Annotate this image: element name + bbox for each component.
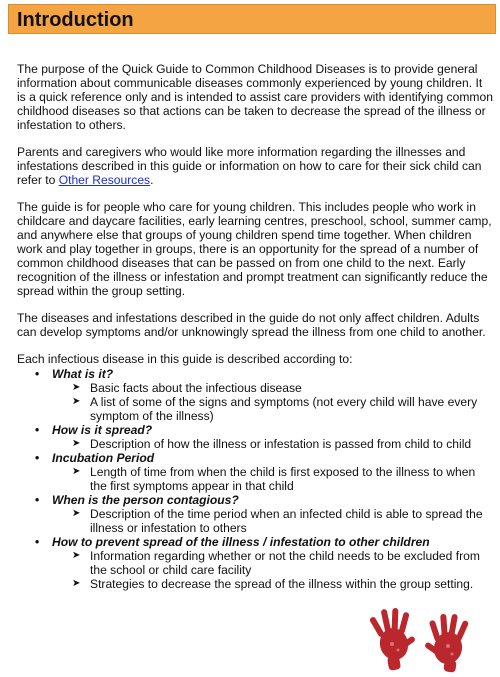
sub-item-text: Strategies to decrease the spread of the illness within the group setting.	[90, 577, 474, 591]
sub-list	[52, 437, 493, 451]
sub-item-text: Description of the time period when an infected child is able to spread the illness or infestation to others	[90, 507, 483, 535]
arrow-bullet-icon: ➤	[72, 578, 81, 589]
list-item	[17, 493, 493, 535]
paragraph-purpose: The purpose of the Quick Guide to Common Childhood Diseases is to provide general information about communicable diseases commonly experienced by young children. It is a quick reference only and is intended to assist care providers with identifying common childhood diseases so that actions can be taken to decrease the spread of the illness or infestation to others.	[17, 62, 493, 132]
sub-list-item	[52, 395, 493, 423]
arrow-bullet-icon: ➤	[72, 466, 81, 477]
bullet-icon: •	[35, 493, 40, 507]
sub-item-text: Information regarding whether or not the child needs to be excluded from the school or child care facility	[90, 549, 480, 577]
bullet-icon: •	[35, 423, 40, 437]
sub-item-text: Basic facts about the infectious disease	[90, 381, 302, 395]
item-heading: How is it spread?	[52, 423, 153, 437]
arrow-bullet-icon: ➤	[72, 508, 81, 519]
paragraph-parents	[17, 145, 493, 187]
other-resources-link[interactable]: Other Resources	[58, 173, 151, 187]
sub-item-text: Description of how the illness or infestation is passed from child to child	[90, 437, 472, 451]
paragraph-parents-text: Parents and caregivers who would like more information regarding the illnesses and infestations described in this guide or information on how to care for their sick child can refer to	[17, 145, 482, 187]
sub-list-item	[52, 437, 493, 451]
list-item	[17, 451, 493, 493]
list-item	[17, 423, 493, 451]
list-item	[17, 535, 493, 591]
sub-item-text: Length of time from when the child is first exposed to the illness to when the first symptoms appear in that child	[90, 465, 476, 493]
item-heading: When is the person contagious?	[52, 493, 239, 507]
arrow-bullet-icon: ➤	[72, 550, 81, 561]
list-intro: Each infectious disease in this guide is described according to:	[17, 352, 353, 366]
description-list	[17, 367, 493, 591]
paragraph-adults: The diseases and infestations described in the guide do not only affect children. Adults can develop symptoms and/or unknowingly spread the illness from one child to another.	[17, 311, 486, 339]
sub-list	[52, 507, 493, 535]
item-heading: Incubation Period	[52, 451, 155, 465]
item-heading: What is it?	[52, 367, 114, 381]
sub-list	[52, 549, 493, 591]
arrow-bullet-icon: ➤	[72, 438, 81, 449]
sub-list-item	[52, 507, 493, 535]
sub-list-item	[52, 381, 493, 395]
sub-list-item	[52, 549, 493, 577]
bullet-icon: •	[35, 451, 40, 465]
sub-list	[52, 465, 493, 493]
red-handprints-icon	[364, 604, 484, 674]
arrow-bullet-icon: ➤	[72, 382, 81, 393]
sub-item-text: A list of some of the signs and symptoms (not every child will have every symptom of the illness)	[90, 395, 478, 423]
header-banner	[8, 4, 496, 34]
sub-list-item	[52, 465, 493, 493]
page-title: Introduction	[17, 9, 134, 31]
sub-list	[52, 381, 493, 423]
paragraph-audience: The guide is for people who care for young children. This includes people who work in childcare and daycare facilities, early learning centres, preschool, school, summer camp, and anywhere else that groups of young children spend time together. When children work and play together in groups, there is an opportunity for the spread of a number of common childhood diseases that can be passed on from one child to the next. Early recognition of the illness or infestation and prompt treatment can significantly reduce the spread within the group setting.	[17, 200, 492, 298]
arrow-bullet-icon: ➤	[72, 396, 81, 407]
sub-list-item	[52, 577, 493, 591]
paragraph-parents-end: .	[150, 173, 154, 187]
bullet-icon: •	[35, 535, 40, 549]
list-item	[17, 367, 493, 423]
document-body	[17, 62, 493, 591]
item-heading: How to prevent spread of the illness / infestation to other children	[52, 535, 430, 549]
bullet-icon: •	[35, 367, 40, 381]
